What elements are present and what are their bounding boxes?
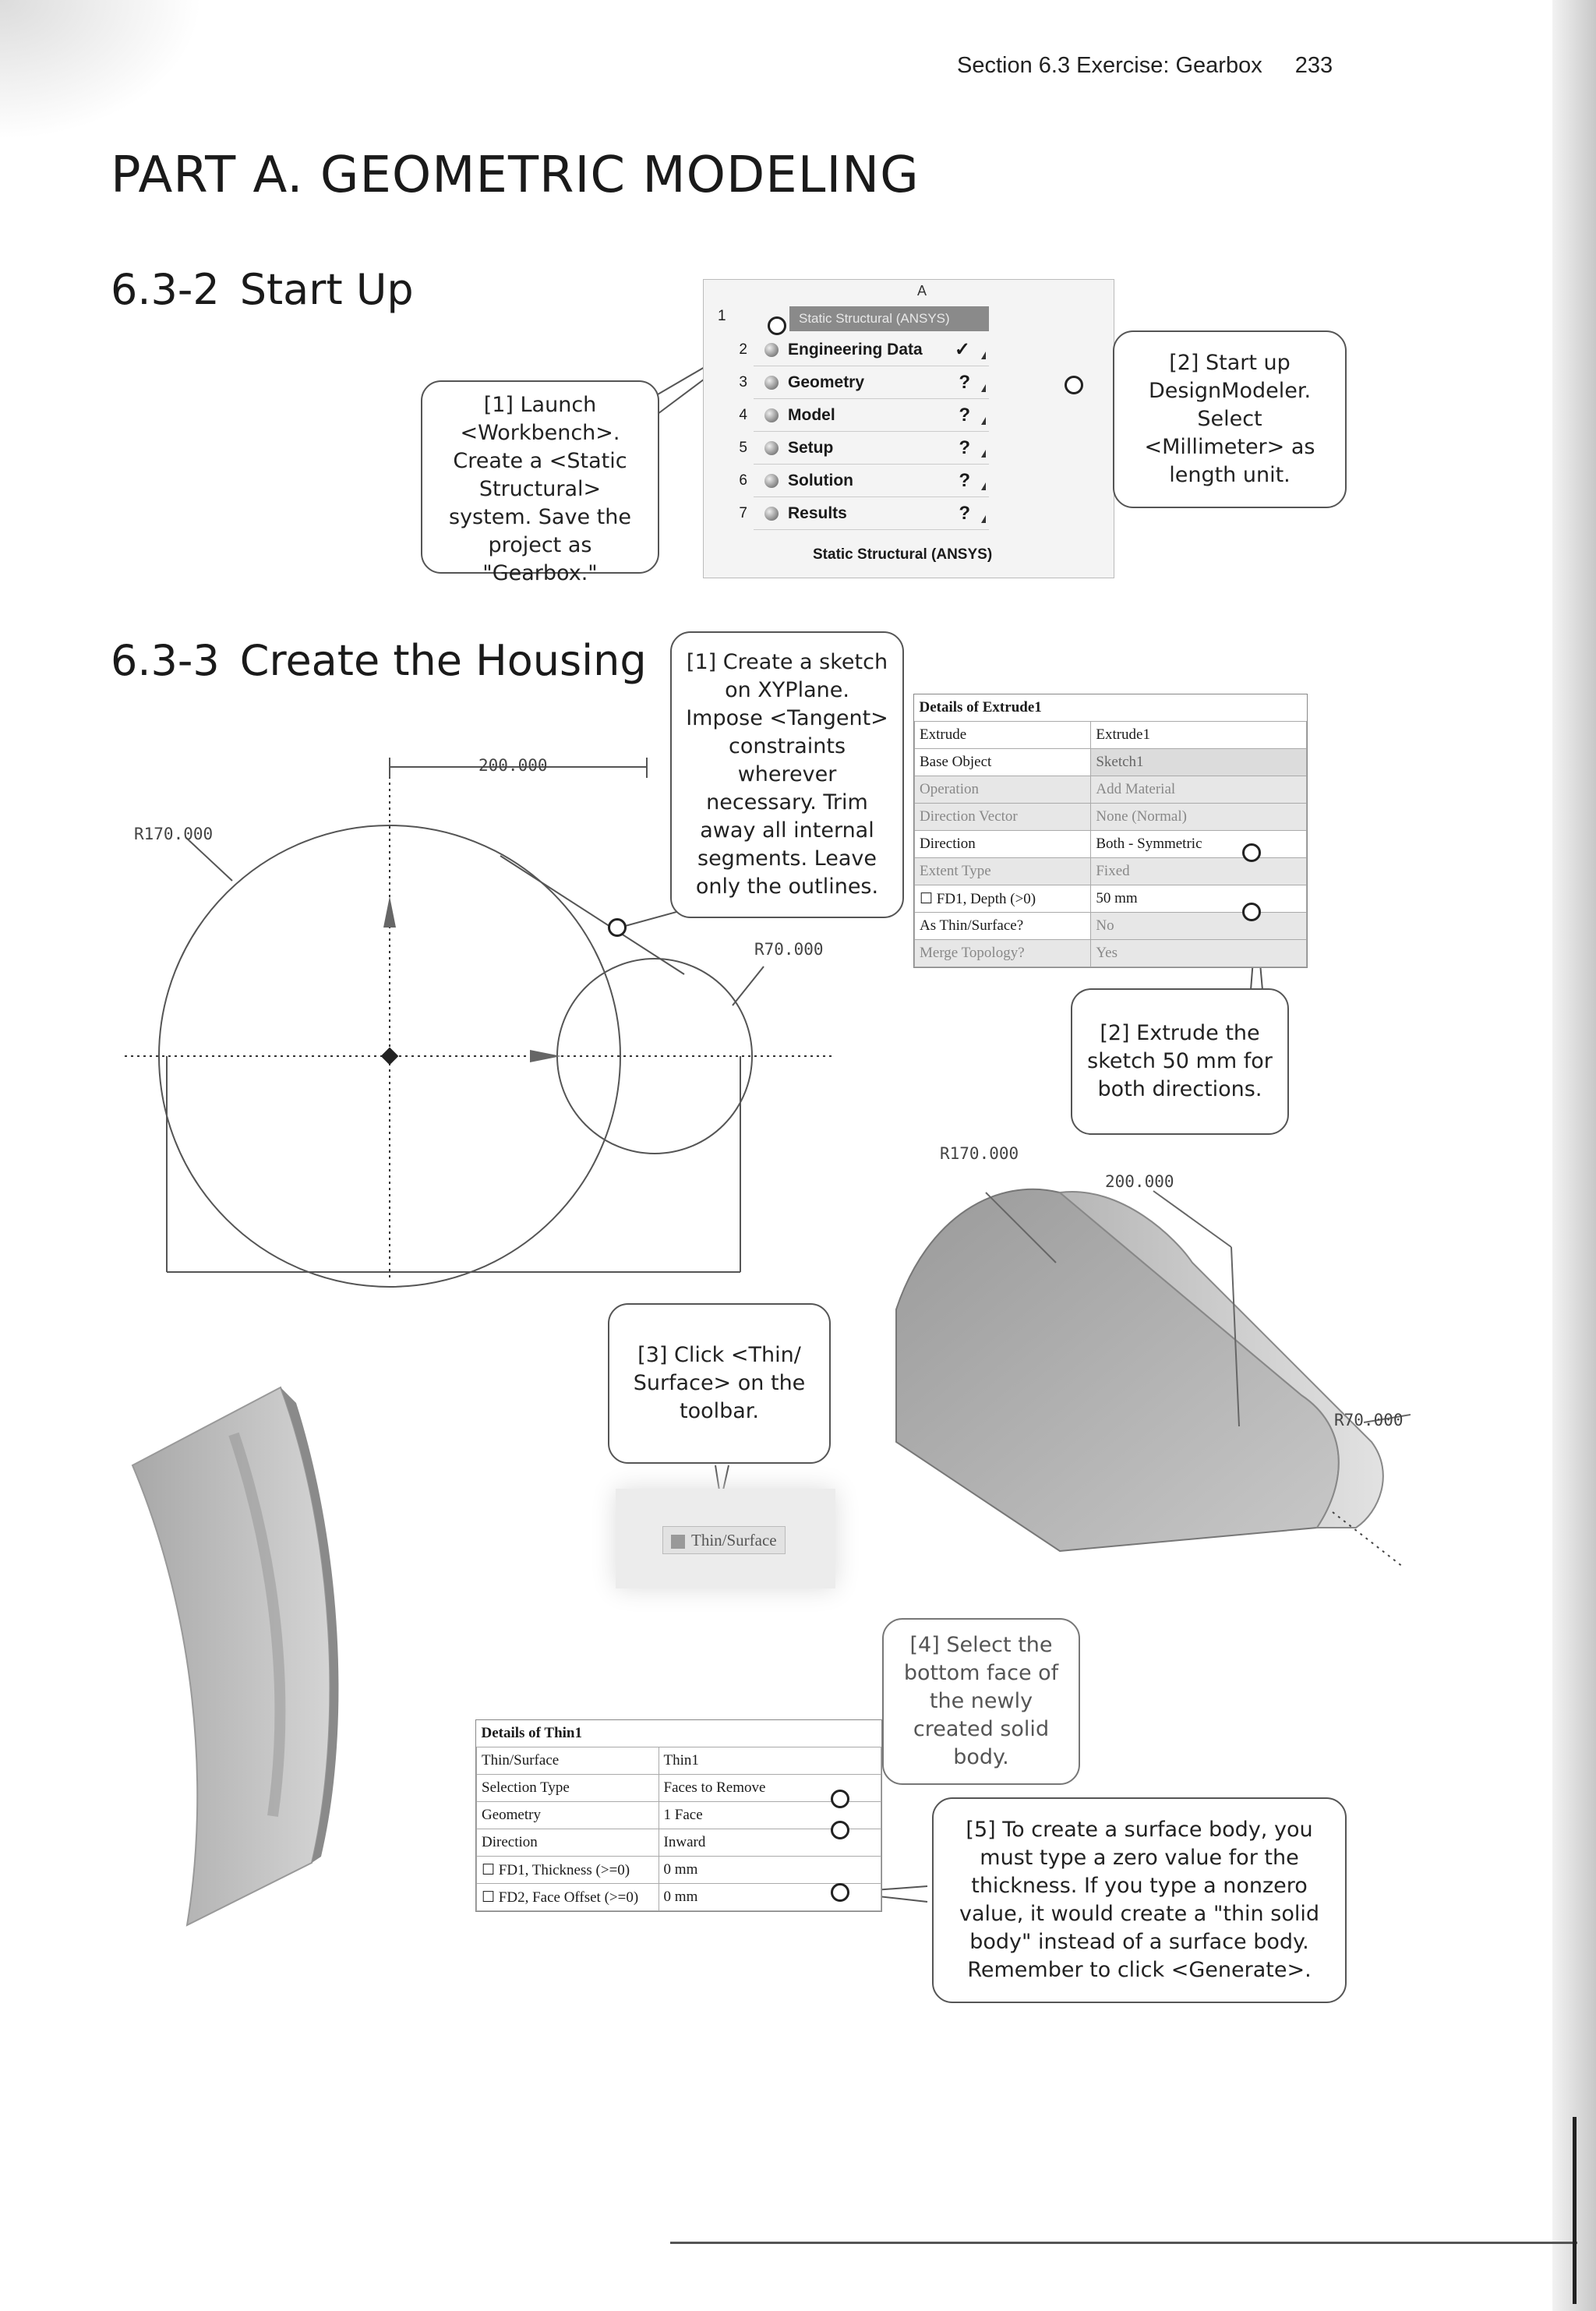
cell-solution[interactable] (739, 465, 989, 497)
cell-results[interactable] (739, 498, 989, 530)
callout-marker (608, 918, 627, 937)
callout-marker (831, 1883, 849, 1902)
property-value[interactable]: Add Material (1091, 776, 1307, 804)
callout-marker (1242, 843, 1261, 862)
cell-menu-arrow-icon[interactable] (981, 417, 986, 425)
row-number: 1 (718, 308, 726, 324)
callout-marker (1242, 903, 1261, 921)
cell-menu-arrow-icon[interactable] (981, 352, 986, 359)
property-value[interactable]: None (Normal) (1091, 804, 1307, 831)
page-number: 233 (1294, 53, 1333, 78)
cell-menu-arrow-icon[interactable] (981, 450, 986, 458)
row-number: 3 (739, 374, 747, 390)
system-name[interactable]: Static Structural (ANSYS) (813, 546, 993, 563)
property-name: ☐ FD1, Depth (>0) (915, 885, 1091, 913)
property-label: FD1, Depth (>0) (936, 890, 1036, 907)
details-row[interactable] (477, 1775, 881, 1802)
page-edge-mark (1573, 2117, 1577, 2304)
section-number: 6.3-2 (111, 265, 220, 314)
property-value[interactable]: Thin1 (659, 1747, 881, 1775)
property-value[interactable]: Sketch1 (1091, 749, 1307, 776)
property-label: FD1, Thickness (>=0) (498, 1861, 630, 1878)
details-row[interactable] (477, 1829, 881, 1857)
solution-icon (764, 474, 779, 488)
row-number: 2 (739, 341, 747, 358)
section-title: Start Up (239, 265, 414, 314)
details-title: Details of Extrude1 (919, 699, 1042, 716)
details-row[interactable] (477, 1747, 881, 1775)
running-title: Section 6.3 Exercise: Gearbox (957, 53, 1262, 78)
property-value[interactable]: 0 mm (659, 1857, 881, 1884)
property-name: Base Object (915, 749, 1091, 776)
section-title: Create the Housing (239, 636, 647, 685)
property-label: FD2, Face Offset (>=0) (498, 1889, 639, 1906)
cell-label: Setup (788, 439, 834, 457)
part-title: PART A. GEOMETRIC MODELING (111, 147, 920, 204)
callout-marker (831, 1790, 849, 1808)
callout-thin-surface: [3] Click <Thin/ Surface> on the toolbar. (608, 1303, 831, 1464)
radius-leader (185, 837, 232, 881)
details-row[interactable] (915, 858, 1307, 885)
property-name: Selection Type (477, 1775, 659, 1802)
property-value[interactable]: Inward (659, 1829, 881, 1857)
solid-small-radius-dimension: R70.000 (1334, 1411, 1404, 1429)
cell-menu-arrow-icon[interactable] (981, 515, 986, 523)
callout-extrude: [2] Extrude the sketch 50 mm for both directions. (1071, 988, 1289, 1135)
status-check-icon: ✓ (954, 339, 970, 360)
row-number: 4 (739, 407, 747, 423)
property-value[interactable]: Faces to Remove (659, 1775, 881, 1802)
solid-width-dimension: 200.000 (1105, 1172, 1174, 1191)
sketch-tangent-line (500, 856, 684, 974)
callout-marker (768, 316, 786, 335)
button-label: Thin/Surface (691, 1531, 777, 1550)
callout-marker (1065, 376, 1083, 394)
property-name: Geometry (477, 1802, 659, 1829)
cell-menu-arrow-icon[interactable] (981, 384, 986, 392)
sketch-width-dimension: 200.000 (478, 756, 548, 775)
sketch-large-radius-dimension: R170.000 (134, 825, 214, 843)
sketch-small-radius-dimension: R70.000 (754, 940, 824, 959)
page-bottom-rule (670, 2242, 1577, 2244)
property-name: Merge Topology? (915, 940, 1091, 967)
details-row[interactable] (477, 1802, 881, 1829)
property-name: As Thin/Surface? (915, 913, 1091, 940)
shell-outer-face (132, 1387, 330, 1925)
property-value[interactable]: No (1091, 913, 1307, 940)
cell-label: Solution (788, 472, 853, 489)
property-value[interactable]: Fixed (1091, 858, 1307, 885)
property-value[interactable]: Both - Symmetric (1091, 831, 1307, 858)
status-question-icon: ? (959, 503, 970, 524)
toolbar-strip (616, 1489, 835, 1588)
status-question-icon: ? (959, 470, 970, 491)
property-value[interactable]: 0 mm (659, 1884, 881, 1911)
cell-setup[interactable] (739, 433, 989, 465)
details-row[interactable] (915, 940, 1307, 967)
row-number: 6 (739, 472, 747, 489)
thin-surface-button[interactable] (662, 1526, 786, 1554)
setup-icon (764, 441, 779, 455)
property-name: ☐ FD2, Face Offset (>=0) (477, 1884, 659, 1911)
property-value[interactable]: Extrude1 (1091, 722, 1307, 749)
property-value[interactable]: Yes (1091, 940, 1307, 967)
property-name: Thin/Surface (477, 1747, 659, 1775)
property-name: Direction Vector (915, 804, 1091, 831)
cell-model[interactable] (739, 400, 989, 432)
cell-menu-arrow-icon[interactable] (981, 482, 986, 490)
status-question-icon: ? (959, 405, 970, 426)
workbench-system (703, 279, 1114, 578)
property-value[interactable]: 50 mm (1091, 885, 1307, 913)
callout-launch-workbench: [1] Launch <Workbench>. Create a <Static Structural> system. Save the project as "Gearbox." (421, 380, 659, 574)
property-name: Extent Type (915, 858, 1091, 885)
cell-label: Engineering Data (788, 341, 923, 359)
property-name: Operation (915, 776, 1091, 804)
engineering-data-icon (764, 343, 779, 357)
cell-label: Geometry (788, 373, 865, 391)
status-question-icon: ? (959, 437, 970, 458)
solid-large-radius-dimension: R170.000 (940, 1144, 1019, 1163)
row-number: 5 (739, 440, 747, 456)
callout-zero-thickness: [5] To create a surface body, you must type a zero value for the thickness. If you type a nonzero value, it would create a "thin solid body" instead of a surface body. Remember to click <Generate>. (932, 1797, 1347, 2003)
property-value[interactable]: 1 Face (659, 1802, 881, 1829)
system-title-bar[interactable]: Static Structural (ANSYS) (789, 306, 989, 331)
column-header: A (916, 283, 927, 299)
geometry-icon (764, 376, 779, 390)
callout-create-sketch: [1] Create a sketch on XYPlane. Impose <Tangent> constraints wherever necessary. Trim away all internal segments. Leave only the outlines. (670, 631, 904, 918)
cell-label: Results (788, 504, 847, 522)
model-icon (764, 408, 779, 422)
property-name: Direction (915, 831, 1091, 858)
x-axis-arrow-icon (530, 1050, 561, 1062)
thin-details-panel (475, 1719, 882, 1912)
row-number: 7 (739, 505, 747, 521)
section-number: 6.3-3 (111, 636, 220, 685)
property-name: Direction (477, 1829, 659, 1857)
thin-surface-icon (671, 1535, 685, 1549)
property-name: ☐ FD1, Thickness (>=0) (477, 1857, 659, 1884)
extruded-solid (865, 1146, 1411, 1582)
details-row[interactable] (915, 722, 1307, 749)
thin-surface-body (125, 1380, 374, 1941)
details-row[interactable] (915, 776, 1307, 804)
cell-engineering-data[interactable] (739, 334, 989, 366)
radius-leader (733, 966, 764, 1005)
property-name: Extrude (915, 722, 1091, 749)
callout-select-bottom-face: [4] Select the bottom face of the newly created solid body. (882, 1618, 1080, 1785)
cell-label: Model (788, 406, 835, 424)
callout-marker (831, 1821, 849, 1839)
details-row[interactable] (477, 1857, 881, 1884)
details-title: Details of Thin1 (481, 1725, 583, 1741)
status-question-icon: ? (959, 372, 970, 393)
cell-geometry[interactable] (739, 367, 989, 399)
origin-icon (381, 1048, 399, 1065)
extrude-details-panel (913, 694, 1308, 968)
callout-start-designmodeler: [2] Start up DesignModeler. Select <Millimeter> as length unit. (1113, 330, 1347, 508)
details-row[interactable] (477, 1884, 881, 1911)
details-row[interactable] (915, 749, 1307, 776)
results-icon (764, 507, 779, 521)
details-row[interactable] (915, 804, 1307, 831)
y-axis-arrow-icon (383, 896, 396, 928)
